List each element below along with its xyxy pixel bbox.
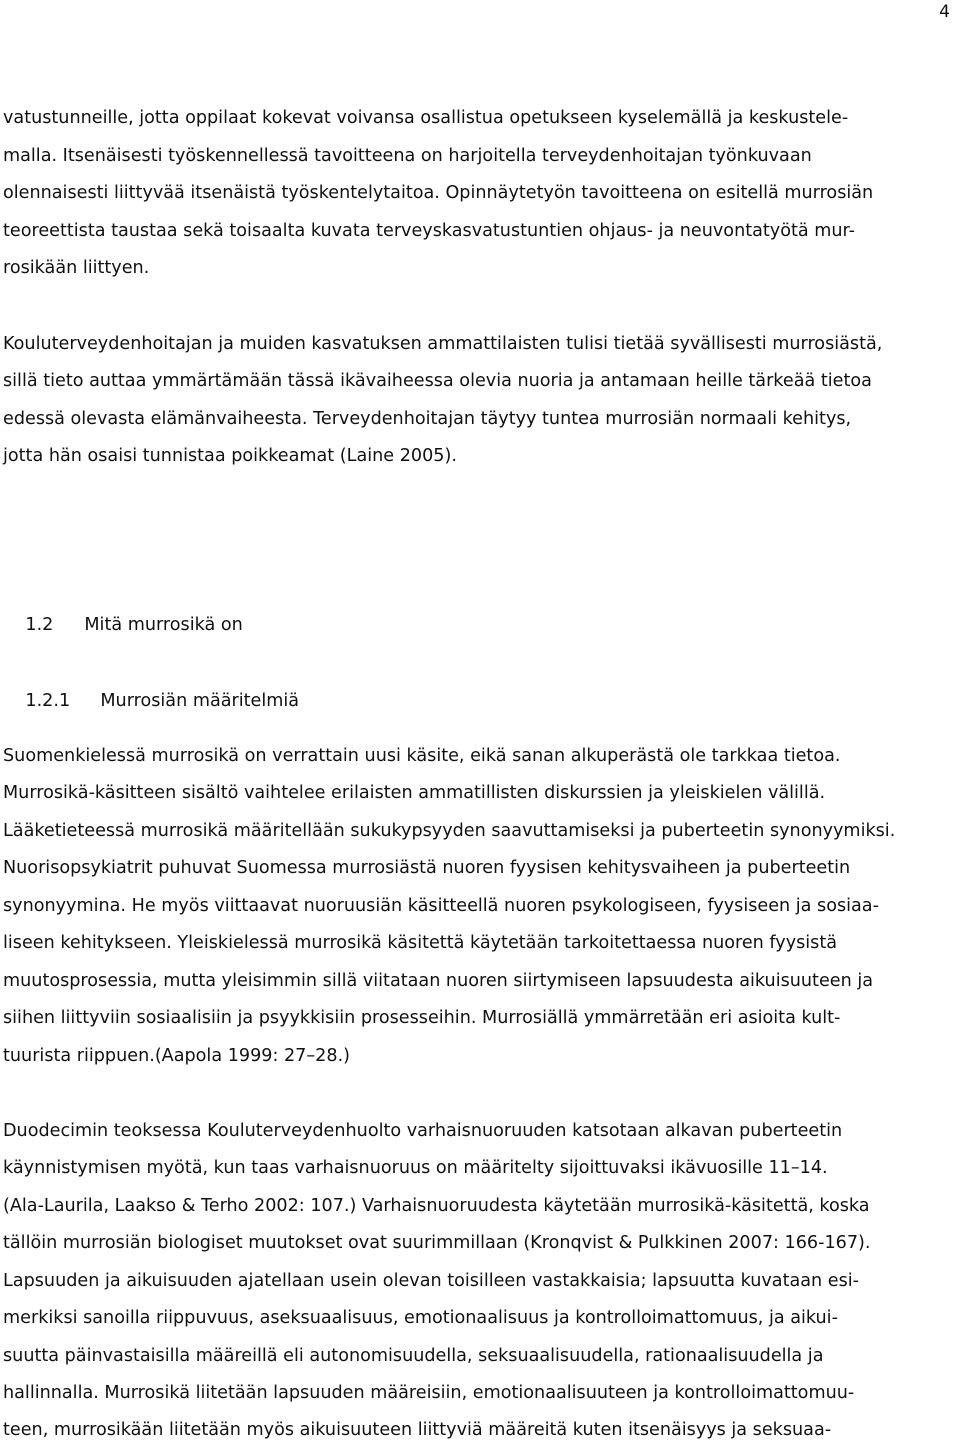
text-line: Kouluterveydenhoitajan ja muiden kasvatuksen ammattilaisten tulisi tietää syvällisesti murrosiästä, xyxy=(3,334,883,354)
text-line: olennaisesti liittyvää itsenäistä työskentelytaitoa. Opinnäytetyön tavoitteena on esitellä murrosiän xyxy=(3,183,874,203)
subsection-heading xyxy=(3,671,299,731)
text-line: malla. Itsenäisesti työskennellessä tavoitteena on harjoitella terveydenhoitajan työnkuvaan xyxy=(3,146,812,166)
text-line: sillä tieto auttaa ymmärtämään tässä ikävaiheessa olevia nuoria ja antamaan heille tärkeää tietoa xyxy=(3,371,872,391)
text-line: liseen kehitykseen. Yleiskielessä murrosikä käsitettä käytetään tarkoitettaessa nuoren fyysistä xyxy=(3,933,838,953)
section-heading xyxy=(3,595,243,655)
text-line: vatustunneille, jotta oppilaat kokevat voivansa osallistua opetukseen kyselemällä ja keskustele- xyxy=(3,108,849,128)
text-line: jotta hän osaisi tunnistaa poikkeamat (Laine 2005). xyxy=(3,446,457,466)
text-line: teoreettista taustaa sekä toisaalta kuvata terveyskasvatustuntien ohjaus- ja neuvontatyötä mur- xyxy=(3,221,855,241)
text-line: Lapsuuden ja aikuisuuden ajatellaan usein olevan toisilleen vastakkaisia; lapsuutta kuvataan esi- xyxy=(3,1271,860,1291)
text-line: käynnistymisen myötä, kun taas varhaisnuoruus on määritelty sijoittuvaksi ikävuosille 11–14. xyxy=(3,1158,828,1178)
text-line: rosikään liittyen. xyxy=(3,258,150,278)
text-line: siihen liittyviin sosiaalisiin ja psyykkisiin prosesseihin. Murrosiällä ymmärretään eri asioita kult- xyxy=(3,1008,841,1028)
text-line: suutta päinvastaisilla määreillä eli autonomisuudella, seksuaalisuudella, rationaalisuudella ja xyxy=(3,1346,824,1366)
text-line: Duodecimin teoksessa Kouluterveydenhuolto varhaisnuoruuden katsotaan alkavan puberteetin xyxy=(3,1121,843,1141)
section-number: 1.2 xyxy=(25,615,54,635)
text-line: synonyymina. He myös viittaavat nuoruusiän käsitteellä nuoren psykologiseen, fyysiseen ja sosiaa- xyxy=(3,896,879,916)
text-line: Suomenkielessä murrosikä on verrattain uusi käsite, eikä sanan alkuperästä ole tarkkaa tietoa. xyxy=(3,746,841,766)
text-line: muutosprosessia, mutta yleisimmin sillä viitataan nuoren siirtymiseen lapsuudesta aikuisuuteen ja xyxy=(3,971,874,991)
subsection-number: 1.2.1 xyxy=(25,691,71,711)
text-line: merkiksi sanoilla riippuvuus, aseksuaalisuus, emotionaalisuus ja kontrolloimattomuus, ja aikui- xyxy=(3,1308,838,1328)
text-line: Nuorisopsykiatrit puhuvat Suomessa murrosiästä nuoren fyysisen kehitysvaiheen ja puberteetin xyxy=(3,858,851,878)
text-line: hallinnalla. Murrosikä liitetään lapsuuden määreisiin, emotionaalisuuteen ja kontrolloimattomuu- xyxy=(3,1383,855,1403)
text-line: teen, murrosikään liitetään myös aikuisuuteen liittyviä määreitä kuten itsenäisyys ja seksuaa- xyxy=(3,1420,832,1440)
page-number: 4 xyxy=(939,2,950,22)
text-line: Lääketieteessä murrosikä määritellään sukukypsyyden saavuttamiseksi ja puberteetin synonyymiksi. xyxy=(3,821,896,841)
section-title: Mitä murrosikä on xyxy=(84,615,243,635)
text-line: Murrosikä-käsitteen sisältö vaihtelee erilaisten ammatillisten diskurssien ja yleiskielen välillä. xyxy=(3,783,826,803)
text-line: tuurista riippuen.(Aapola 1999: 27–28.) xyxy=(3,1046,351,1066)
text-line: tällöin murrosiän biologiset muutokset ovat suurimmillaan (Kronqvist & Pulkkinen 2007: 166-167). xyxy=(3,1233,871,1253)
text-line: (Ala-Laurila, Laakso & Terho 2002: 107.) Varhaisnuoruudesta käytetään murrosikä-käsitettä, koska xyxy=(3,1196,870,1216)
subsection-title: Murrosiän määritelmiä xyxy=(100,691,300,711)
text-line: edessä olevasta elämänvaiheesta. Terveydenhoitajan täytyy tuntea murrosiän normaali kehitys, xyxy=(3,409,852,429)
